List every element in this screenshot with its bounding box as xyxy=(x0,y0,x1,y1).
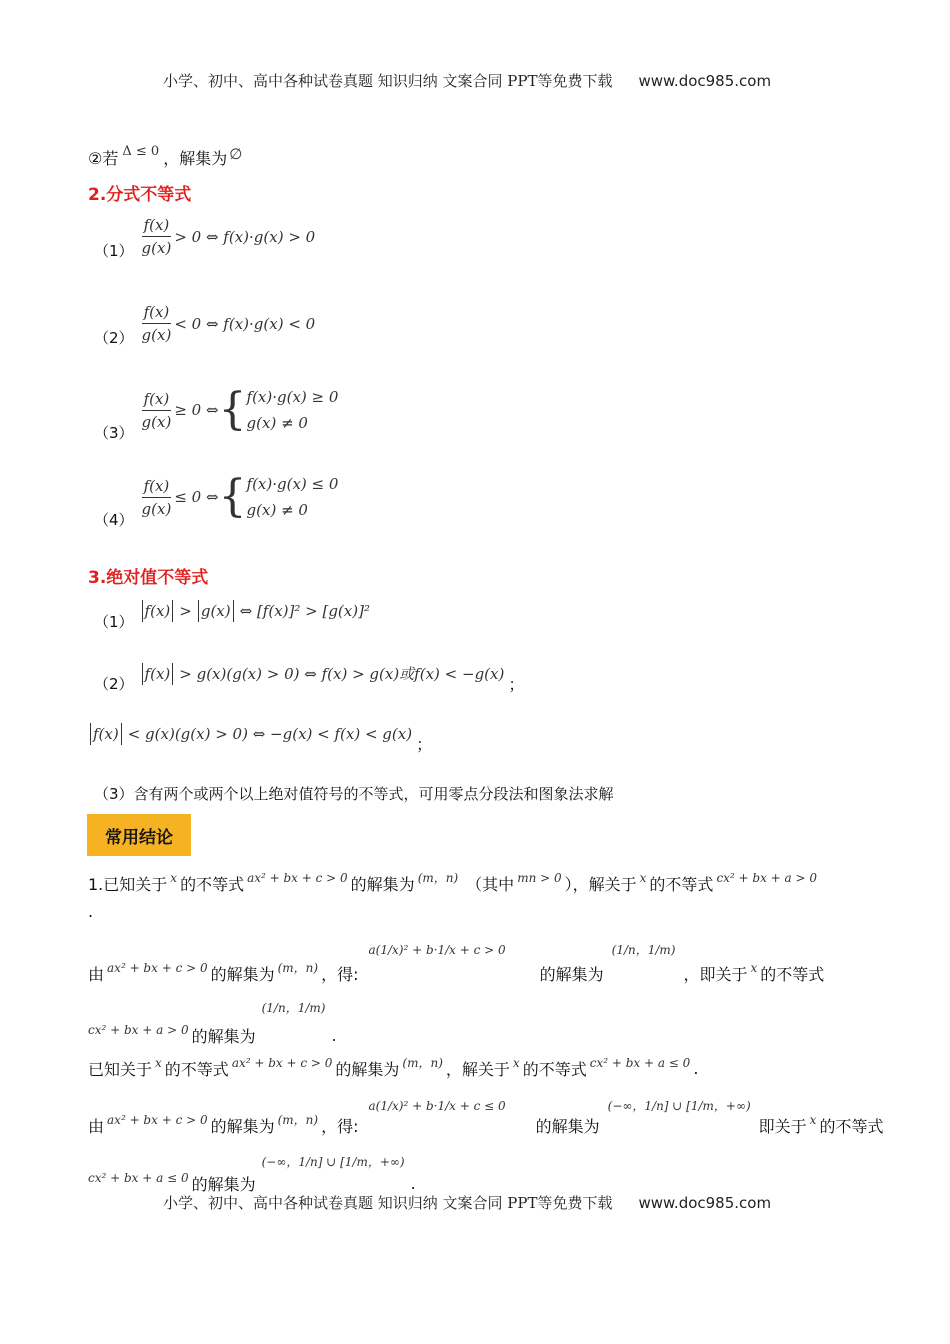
item-label: （4） xyxy=(94,510,134,529)
numerator: f(x) xyxy=(142,390,172,411)
denominator: g(x) xyxy=(141,499,172,518)
text: 的解集为 xyxy=(335,1060,400,1079)
abs-bar xyxy=(121,723,122,745)
period: . xyxy=(88,902,94,921)
condition: mn > 0 xyxy=(517,870,562,885)
abs-bar xyxy=(198,600,199,622)
item-label: （3） xyxy=(94,423,134,442)
fraction-ineq-3 xyxy=(94,384,339,442)
var-x: x xyxy=(750,960,758,975)
text: 的解集为 xyxy=(191,1175,256,1194)
fraction xyxy=(142,303,172,344)
expr: g(x) xyxy=(200,602,231,620)
fraction-ineq-2 xyxy=(94,303,316,347)
expr: f(x) xyxy=(144,602,171,620)
numerator: f(x) xyxy=(142,216,172,237)
substituted-inequality: a(1/x)² + b·1/x + c ≤ 0 xyxy=(368,1098,506,1113)
semicolon: ； xyxy=(508,675,525,694)
inequality: ax² + bx + c > 0 xyxy=(247,870,348,885)
abs-ineq-1 xyxy=(94,600,370,631)
abs-bar xyxy=(233,600,234,622)
relation: > 0 ⇔ f(x)·g(x) > 0 xyxy=(174,227,316,246)
interval-mn: (m，n) xyxy=(277,1113,319,1127)
interval-mn: (m，n) xyxy=(417,871,459,885)
expr-rest: > g(x)(g(x) > 0) ⇔ f(x) > g(x)或f(x) < −g(x) xyxy=(179,665,505,683)
interval: (1/n，1/m) xyxy=(611,943,676,957)
text: 的不等式 xyxy=(180,875,245,894)
conclusion-line-1 xyxy=(88,872,820,895)
header-url[interactable]: www.doc985.com xyxy=(638,72,772,90)
expr-rest: ⇔ [f(x)]² > [g(x)]² xyxy=(239,602,370,620)
section-title-absolute-value-inequality: 3.绝对值不等式 xyxy=(88,568,209,588)
conclusion-line-5 xyxy=(88,1094,884,1136)
case-stack xyxy=(247,388,339,432)
relation: ≤ 0 ⇔ xyxy=(174,488,219,506)
empty-set-symbol: ∅ xyxy=(229,144,243,163)
fraction xyxy=(142,390,172,431)
intro-condition: Δ ≤ 0 xyxy=(122,144,160,159)
abs-ineq-3 xyxy=(88,722,433,754)
text: 的解集为 xyxy=(191,1027,256,1046)
conclusion-line-4 xyxy=(88,1057,698,1080)
inequality: ax² + bx + c > 0 xyxy=(107,960,208,975)
abs-bar xyxy=(172,663,173,685)
relation: < 0 ⇔ f(x)·g(x) < 0 xyxy=(174,314,316,333)
text: ，即关于 xyxy=(683,965,748,984)
interval-mn: (m，n) xyxy=(277,961,319,975)
text: 的不等式 xyxy=(760,965,825,984)
interval: (−∞，1/n] ∪ [1/m，+∞) xyxy=(261,1155,405,1169)
text: ，得: xyxy=(321,965,359,984)
page-footer xyxy=(163,1192,771,1213)
case-stack xyxy=(247,475,339,519)
denominator: g(x) xyxy=(141,239,172,257)
var-x: x xyxy=(512,1055,520,1070)
intro-prefix: ②若 xyxy=(88,149,119,168)
intro-line xyxy=(88,146,242,169)
interval: (−∞，1/n] ∪ [1/m，+∞) xyxy=(607,1099,751,1113)
inequality: cx² + bx + a ≤ 0 xyxy=(88,1170,189,1185)
text: 1.已知关于 xyxy=(88,875,168,894)
text: 的不等式 xyxy=(819,1117,884,1136)
text: ），解关于 xyxy=(564,875,637,894)
expr: f(x) xyxy=(144,664,171,683)
text: . xyxy=(693,1059,699,1078)
inequality: ax² + bx + c > 0 xyxy=(107,1112,208,1127)
text: 的不等式 xyxy=(649,875,714,894)
text: . xyxy=(410,1174,416,1193)
abs-bar xyxy=(142,663,143,685)
expr-rest: < g(x)(g(x) > 0) ⇔ −g(x) < f(x) < g(x) xyxy=(127,724,413,743)
case-1: f(x)·g(x) ≥ 0 xyxy=(246,388,339,406)
intro-mid: ，解集为 xyxy=(163,149,228,168)
left-brace: { xyxy=(218,384,247,435)
conclusion-line-6 xyxy=(88,1150,416,1194)
text: 的解集为 xyxy=(350,875,415,894)
text: ，解关于 xyxy=(445,1060,510,1079)
abs-ineq-2 xyxy=(94,662,525,694)
section-title-fraction-inequality: 2.分式不等式 xyxy=(88,185,192,205)
semicolon: ； xyxy=(416,735,433,754)
header-text: 小学、初中、高中各种试卷真题 知识归纳 文案合同 PPT等免费下载 xyxy=(163,72,613,90)
left-brace: { xyxy=(218,471,247,522)
numerator: f(x) xyxy=(142,303,172,324)
item-label: （2） xyxy=(94,329,134,347)
inequality: cx² + bx + a > 0 xyxy=(88,1022,189,1037)
interval-mn: (m，n) xyxy=(402,1056,443,1070)
denominator: g(x) xyxy=(141,326,172,344)
text: 由 xyxy=(88,1117,105,1136)
abs-bar xyxy=(172,600,173,622)
text: 已知关于 xyxy=(88,1060,153,1079)
text: 的解集为 xyxy=(210,1117,275,1136)
var-x: x xyxy=(155,1055,162,1070)
text: . xyxy=(331,1026,337,1045)
abs-bar xyxy=(90,723,91,745)
var-x: x xyxy=(170,870,178,885)
operator: > xyxy=(179,602,192,620)
inequality: ax² + bx + c > 0 xyxy=(231,1055,333,1070)
text: ，得: xyxy=(321,1117,359,1136)
numerator: f(x) xyxy=(142,477,172,498)
substituted-inequality: a(1/x)² + b·1/x + c > 0 xyxy=(368,942,506,957)
interval: (1/n，1/m) xyxy=(261,1001,326,1015)
conclusion-line-3 xyxy=(88,996,337,1046)
conclusion-line-2 xyxy=(88,938,825,984)
page-header xyxy=(163,70,771,91)
text: 的解集为 xyxy=(210,965,275,984)
relation: ≥ 0 ⇔ xyxy=(174,401,219,419)
text: （其中 xyxy=(466,875,515,894)
denominator: g(x) xyxy=(141,412,172,431)
item-label: （2） xyxy=(94,675,134,693)
case-1: f(x)·g(x) ≤ 0 xyxy=(246,475,339,493)
text: 的不等式 xyxy=(522,1060,587,1079)
inequality: cx² + bx + a ≤ 0 xyxy=(589,1055,691,1070)
text: 即关于 xyxy=(758,1117,807,1136)
common-conclusions-badge: 常用结论 xyxy=(87,814,191,856)
fraction-ineq-4 xyxy=(94,471,339,529)
item-label: （1） xyxy=(94,612,134,631)
case-2: g(x) ≠ 0 xyxy=(246,501,308,519)
item-label: （1） xyxy=(94,242,134,260)
fraction xyxy=(142,216,172,257)
text: 的解集为 xyxy=(535,1117,600,1136)
text: 的解集为 xyxy=(539,965,604,984)
fraction-ineq-1 xyxy=(94,216,316,260)
abs-bar xyxy=(142,600,143,622)
inequality: cx² + bx + a > 0 xyxy=(716,870,818,885)
case-2: g(x) ≠ 0 xyxy=(246,414,308,432)
expr: f(x) xyxy=(93,724,119,743)
var-x: x xyxy=(809,1112,817,1127)
footer-url[interactable]: www.doc985.com xyxy=(638,1194,772,1212)
text: 的不等式 xyxy=(164,1060,229,1079)
var-x: x xyxy=(639,870,647,885)
text: 由 xyxy=(88,965,105,984)
fraction xyxy=(142,477,172,518)
abs-ineq-note: （3）含有两个或两个以上绝对值符号的不等式，可用零点分段法和图象法求解 xyxy=(94,785,614,803)
footer-text: 小学、初中、高中各种试卷真题 知识归纳 文案合同 PPT等免费下载 xyxy=(163,1194,613,1212)
